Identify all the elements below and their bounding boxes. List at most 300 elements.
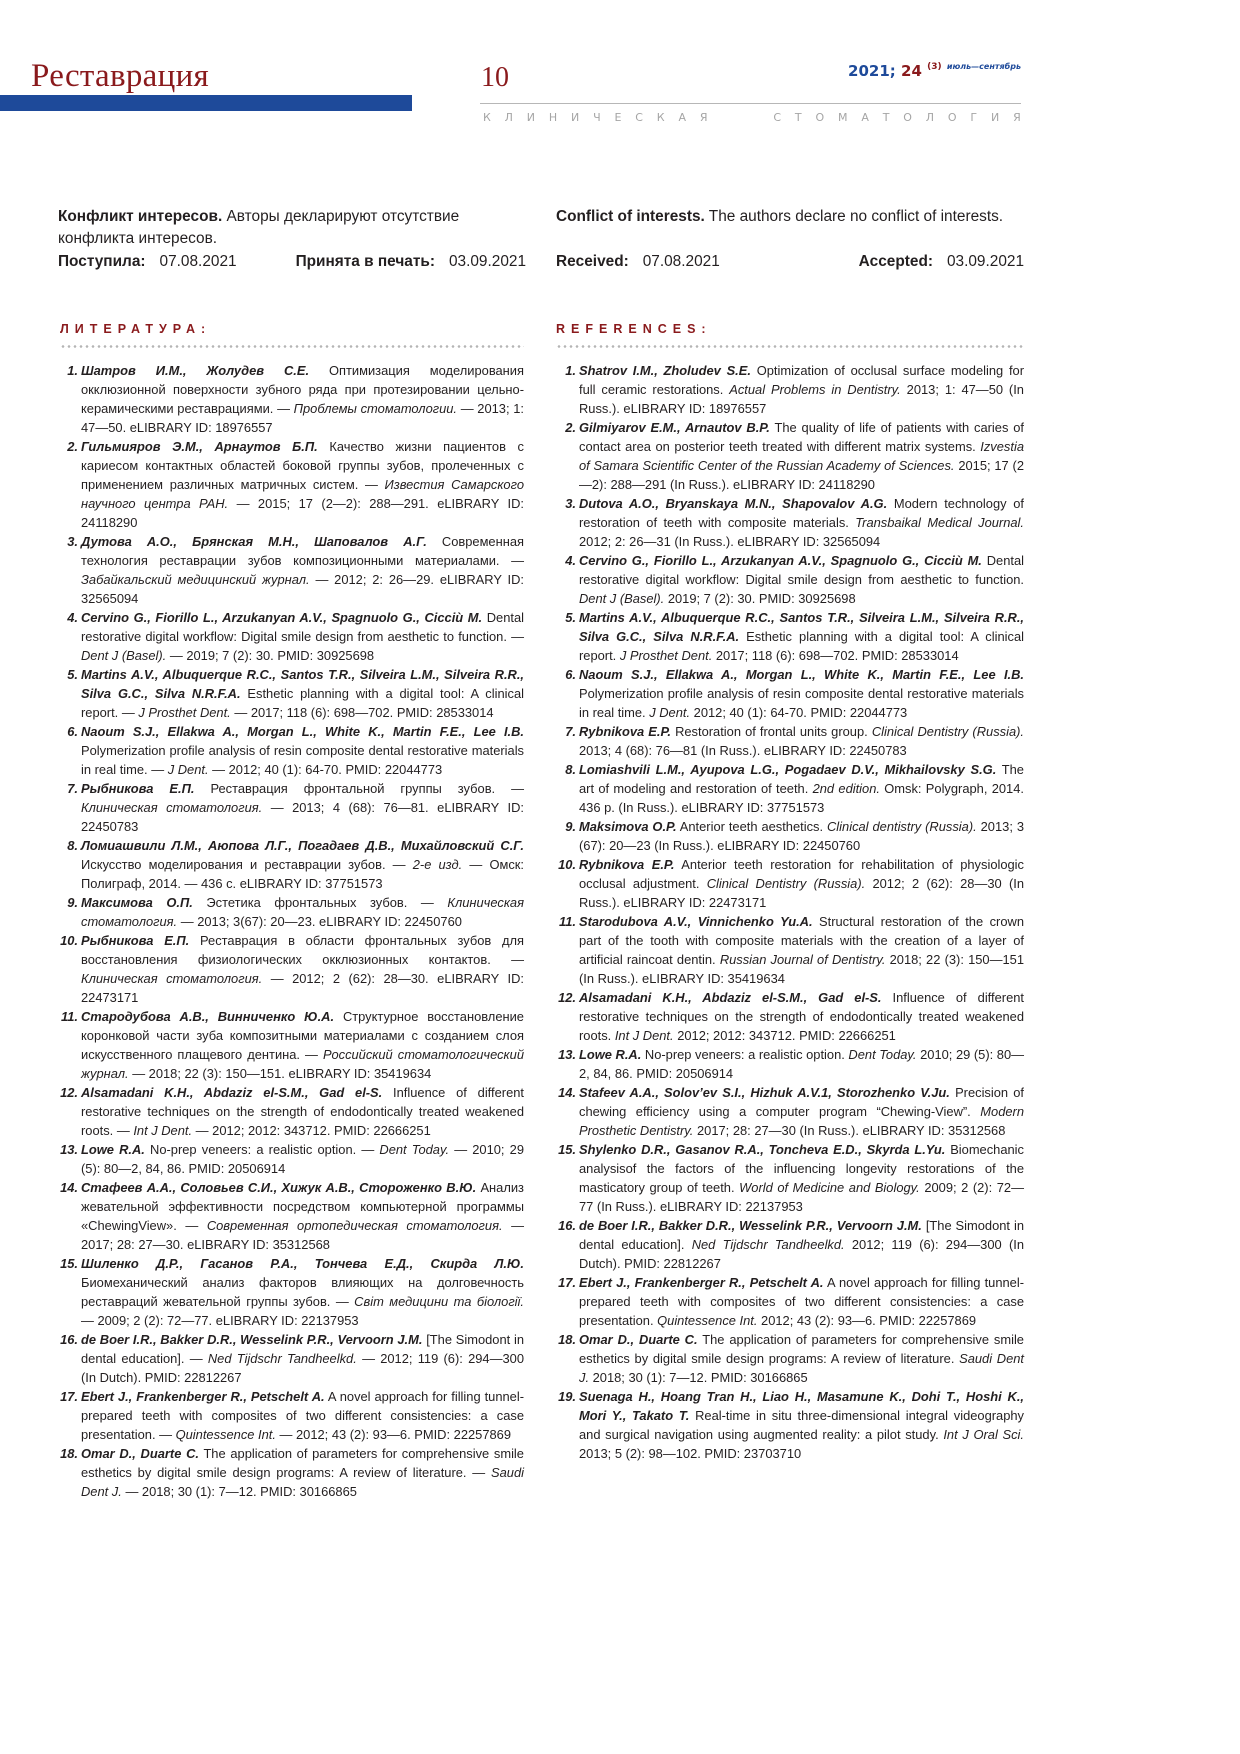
reference-authors: Lowe R.A.: [579, 1047, 642, 1062]
reference-id: eLIBRARY ID: 22450760: [319, 914, 462, 929]
reference-details: — 2012; 2012: 343712.: [195, 1123, 331, 1138]
received-label-ru: Поступила:: [58, 253, 146, 270]
reference-details: — 2012; 119 (6): 294—300 (In Dutch).: [81, 1351, 525, 1385]
reference-source: Modern Prosthetic Dentistry.: [579, 1104, 1024, 1138]
reference-item: [58, 1254, 524, 1330]
reference-source: Int J Oral Sci.: [943, 1427, 1024, 1442]
reference-number: 11.: [559, 914, 576, 929]
reference-details: — 2019; 7 (2): 30.: [169, 648, 274, 663]
reference-source: Transbaikal Medical Journal.: [855, 515, 1024, 530]
reference-item: [556, 418, 1024, 494]
reference-authors: Martins A.V., Albuquerque R.C., Santos T.R., Silveira L.M., Silveira R.R., Silva G.C., Silva N.R.F.A.: [81, 667, 524, 701]
reference-number: 1.: [67, 363, 78, 378]
reference-source: Dent J (Basel).: [81, 648, 167, 663]
reference-number: 16.: [60, 1332, 78, 1347]
received-label-en: Received:: [556, 253, 629, 270]
reference-source: Quintessence Int.: [175, 1427, 276, 1442]
reference-item: [58, 1178, 524, 1254]
reference-id: eLIBRARY ID: 35419634: [642, 971, 785, 986]
reference-authors: Naoum S.J., Ellakwa A., Morgan L., White K., Martin F.E., Lee I.B.: [579, 667, 1024, 682]
reference-number: 12.: [60, 1085, 78, 1100]
reference-title: The application of parameters for comprehensive smile esthetics by digital smile design programs: A review of literature.: [579, 1332, 1024, 1366]
reference-number: 6.: [565, 667, 576, 682]
reference-id: PMID: 22044773: [345, 762, 443, 777]
reference-details: — 2012; 43 (2): 93—6.: [279, 1427, 411, 1442]
conflict-text-en: The authors declare no conflict of interests.: [708, 208, 1004, 225]
reference-source: Ned Tijdschr Tandheelkd.: [207, 1351, 357, 1366]
reference-item: [58, 1444, 524, 1501]
reference-source: Izvestia of Samara Scientific Center of the Russian Academy of Sciences.: [579, 439, 1024, 473]
reference-details: — 2012; 2 (62): 28—30.: [270, 971, 429, 986]
reference-item: [556, 760, 1024, 817]
reference-title: Современная технология реставрации зубов композиционными материалами. —: [81, 534, 524, 568]
reference-id: eLIBRARY ID: 32565094: [737, 534, 881, 549]
reference-authors: Dutova A.O., Bryanskaya M.N., Shapovalov A.G.: [579, 496, 888, 511]
reference-authors: de Boer I.R., Bakker D.R., Wesselink P.R., Vervoorn J.M.: [81, 1332, 423, 1347]
reference-id: eLIBRARY ID: 22450783: [81, 800, 524, 834]
reference-details: — 2017; 28: 27—30.: [81, 1218, 524, 1252]
issue-volume: 24: [901, 62, 922, 80]
conflict-statement-ru: [58, 206, 526, 250]
reference-id: PMID: 22044773: [810, 705, 908, 720]
reference-number: 6.: [67, 724, 78, 739]
reference-authors: Alsamadani K.H., Abdaziz el-S.M., Gad el-S.: [579, 990, 882, 1005]
reference-item: [58, 931, 524, 1007]
reference-details: 2012; 2 (62): 28—30 (In Russ.).: [579, 876, 1024, 910]
reference-authors: Ebert J., Frankenberger R., Petschelt A.: [81, 1389, 325, 1404]
reference-authors: Shylenko D.R., Gasanov R.A., Toncheva E.D., Skyrda L.Yu.: [579, 1142, 946, 1157]
reference-number: 16.: [558, 1218, 576, 1233]
reference-number: 3.: [565, 496, 576, 511]
reference-id: PMID: 23703710: [704, 1446, 802, 1461]
reference-details: 2012; 2: 26—31 (In Russ.).: [579, 534, 734, 549]
reference-title: Эстетика фронтальных зубов. —: [206, 895, 434, 910]
journal-name-letter: Ч: [593, 111, 601, 124]
reference-title: Dental restorative digital workflow: Digital smile design from aesthetic to function. —: [81, 610, 524, 644]
journal-name-letter: Н: [548, 111, 558, 124]
section-color-bar: [0, 95, 412, 111]
journal-name-letter: К: [483, 111, 491, 124]
reference-item: [58, 722, 524, 779]
reference-details: 2017; 118 (6): 698—702.: [715, 648, 859, 663]
reference-source: Проблемы стоматологии.: [293, 401, 458, 416]
reference-title: Anterior teeth aesthetics.: [679, 819, 824, 834]
reference-item: [556, 1330, 1024, 1387]
reference-title: Dental restorative digital workflow: Digital smile design from aesthetic to function.: [579, 553, 1024, 587]
reference-title: [The Simodont in dental education].: [579, 1218, 1024, 1252]
reference-authors: Stafeev A.A., Solov’ev S.I., Hizhuk A.V.1, Storozhenko V.Ju.: [579, 1085, 950, 1100]
reference-item: [556, 1045, 1024, 1083]
reference-authors: Naoum S.J., Ellakwa A., Morgan L., White K., Martin F.E., Lee I.B.: [81, 724, 524, 739]
reference-source: Int J Dent.: [133, 1123, 193, 1138]
reference-details: 2013; 1: 47—50 (In Russ.).: [579, 382, 1024, 416]
reference-authors: Alsamadani K.H., Abdaziz el-S.M., Gad el-S.: [81, 1085, 383, 1100]
reference-title: Polymerization profile analysis of resin composite dental restorative materials in real time. —: [81, 743, 524, 777]
accepted-date-ru: 03.09.2021: [448, 253, 526, 270]
reference-id: eLIBRARY ID: 22137953: [659, 1199, 803, 1214]
reference-number: 13.: [60, 1142, 78, 1157]
reference-source: 2-е изд.: [412, 857, 463, 872]
reference-id: eLIBRARY ID: 32565094: [81, 572, 524, 606]
reference-number: 12.: [558, 990, 576, 1005]
reference-source: Клиническая стоматология.: [81, 800, 263, 815]
reference-title: A novel approach for filling tunnel-prepared teeth with composites of two different consistencies: a case presentation.: [579, 1275, 1025, 1328]
reference-authors: Максимова О.П.: [81, 895, 193, 910]
reference-authors: Шиленко Д.Р., Гасанов Р.А., Тончева Е.Д., Скирда Л.Ю.: [81, 1256, 524, 1271]
conflict-label-en: Conflict of interests.: [556, 208, 705, 225]
reference-number: 15.: [558, 1142, 576, 1157]
header-rule: [480, 103, 1021, 104]
accepted-label-en: Accepted:: [858, 253, 933, 270]
reference-authors: Lomiashvili L.M., Ayupova L.G., Pogadaev D.V., Mikhailovsky S.G.: [579, 762, 997, 777]
journal-name-letter: Г: [970, 111, 978, 124]
reference-authors: Martins A.V., Albuquerque R.C., Santos T.R., Silveira L.M., Silveira R.R., Silva G.C., Silva N.R.F.A.: [579, 610, 1024, 644]
reference-authors: Гильмияров Э.М., Арнаутов Б.П.: [81, 439, 318, 454]
reference-item: [556, 608, 1024, 665]
reference-source: Современная ортопедическая стоматология.: [206, 1218, 503, 1233]
reference-authors: Suenaga H., Hoang Tran H., Liao H., Masamune K., Dohi T., Hoshi K., Mori Y., Takato T.: [579, 1389, 1024, 1423]
reference-number: 9.: [67, 895, 78, 910]
journal-name-letter: Я: [699, 111, 708, 124]
issue-year: 2021;: [848, 62, 896, 80]
reference-number: 4.: [565, 553, 576, 568]
reference-details: — 2010; 29 (5): 80—2, 84, 86.: [81, 1142, 524, 1176]
reference-details: — 2015; 17 (2—2): 288—291.: [236, 496, 429, 511]
reference-details: 2018; 30 (1): 7—12.: [592, 1370, 708, 1385]
reference-number: 5.: [67, 667, 78, 682]
reference-details: 2009; 2 (2): 72—77 (In Russ.).: [579, 1180, 1024, 1214]
reference-id: PMID: 28533014: [861, 648, 959, 663]
reference-title: Structural restoration of the crown part of the tooth with composite materials with the creation of a layer of artificial raincoat dentin.: [579, 914, 1024, 967]
reference-source: J Prosthet Dent.: [619, 648, 713, 663]
reference-details: 2018; 22 (3): 150—151 (In Russ.).: [579, 952, 1024, 986]
reference-item: [58, 532, 524, 608]
reference-item: [58, 1083, 524, 1140]
reference-id: eLIBRARY ID: 37751573: [239, 876, 383, 891]
reference-title: Биомеханический анализ факторов влияющих на долговечность реставраций жевательной группы зубов. —: [81, 1275, 524, 1309]
references-heading-en: REFERENCES:: [556, 322, 712, 336]
reference-source: Int J Dent.: [614, 1028, 674, 1043]
accepted-date-en: 03.09.2021: [946, 253, 1024, 270]
reference-number: 7.: [565, 724, 576, 739]
reference-item: [556, 361, 1024, 418]
reference-title: Precision of chewing efficiency using a computer program “Chewing-View”.: [579, 1085, 1024, 1119]
reference-source: Quintessence Int.: [657, 1313, 758, 1328]
reference-authors: de Boer I.R., Bakker D.R., Wesselink P.R., Vervoorn J.M.: [579, 1218, 922, 1233]
journal-name-letter: И: [990, 111, 1000, 124]
reference-details: — 2013; 4 (68): 76—81.: [270, 800, 429, 815]
reference-item: [556, 1216, 1024, 1273]
reference-number: 2.: [67, 439, 78, 454]
reference-id: PMID: 22666251: [799, 1028, 896, 1043]
reference-source: Actual Problems in Dentistry.: [729, 382, 901, 397]
reference-item: [58, 836, 524, 893]
reference-title: Искусство моделирования и реставрации зубов. —: [81, 857, 406, 872]
reference-number: 14.: [60, 1180, 78, 1195]
reference-id: eLIBRARY ID: 22137953: [215, 1313, 359, 1328]
journal-name-letter: О: [815, 111, 825, 124]
reference-number: 15.: [60, 1256, 78, 1271]
reference-id: PMID: 20506914: [188, 1161, 286, 1176]
received-date-ru: 07.08.2021: [159, 253, 237, 270]
reference-id: PMID: 22257869: [414, 1427, 512, 1442]
reference-title: Реставрация в области фронтальных зубов для восстановления физиологических окклюзионных контактов. —: [81, 933, 524, 967]
journal-name-letter: О: [947, 111, 957, 124]
reference-id: PMID: 28533014: [396, 705, 494, 720]
reference-number: 17.: [60, 1389, 78, 1404]
reference-source: Clinical Dentistry (Russia).: [706, 876, 866, 891]
reference-number: 7.: [67, 781, 78, 796]
reference-source: Saudi Dent J.: [579, 1351, 1024, 1385]
journal-name-letter: Т: [794, 111, 802, 124]
reference-title: Оптимизация моделирования окклюзионной поверхности зубного ряда при протезировании цельно-керамическими реставрациями. —: [81, 363, 524, 416]
reference-title: Anterior teeth restoration for rehabilitation of physiologic occlusal adjustment.: [579, 857, 1024, 891]
reference-number: 9.: [565, 819, 576, 834]
reference-number: 18.: [558, 1332, 576, 1347]
reference-authors: Ebert J., Frankenberger R., Petschelt A.: [579, 1275, 824, 1290]
reference-number: 10.: [558, 857, 576, 872]
received-date-en: 07.08.2021: [642, 253, 720, 270]
reference-title: Modern technology of restoration of teeth with composite materials.: [579, 496, 1024, 530]
reference-source: Российский стоматологический журнал.: [81, 1047, 524, 1081]
reference-authors: Стародубова А.В., Винниченко Ю.А.: [81, 1009, 335, 1024]
reference-source: Известия Самарского научного центра РАН.: [81, 477, 524, 511]
reference-authors: Rybnikova E.P.: [579, 857, 675, 872]
reference-authors: Рыбникова Е.П.: [81, 781, 195, 796]
dotted-divider-en: [556, 345, 1024, 348]
reference-number: 2.: [565, 420, 576, 435]
reference-title: Influence of different restorative techniques on the strength of endodontically treated weakened roots.: [579, 990, 1024, 1043]
reference-number: 17.: [558, 1275, 576, 1290]
reference-details: 2010; 29 (5): 80—2, 84, 86.: [579, 1047, 1025, 1081]
reference-item: [58, 1387, 524, 1444]
conflict-text-ru: Авторы декларируют отсутствие конфликта интересов.: [58, 208, 460, 247]
reference-source: Ned Tijdschr Tandheelkd.: [691, 1237, 845, 1252]
reference-title: The application of parameters for comprehensive smile esthetics by digital smile design programs: A review of literature. —: [81, 1446, 524, 1480]
reference-title: Real-time in situ three-dimensional integral videography and surgical navigation using augmented reality: a pilot study.: [579, 1408, 1024, 1442]
reference-authors: Rybnikova E.P.: [579, 724, 671, 739]
reference-authors: Starodubova A.V., Vinnichenko Yu.A.: [579, 914, 813, 929]
reference-authors: Шатров И.М., Жолудев С.Е.: [81, 363, 310, 378]
reference-item: [58, 779, 524, 836]
reference-title: No-prep veneers: a realistic option.: [644, 1047, 845, 1062]
journal-name-letter: Л: [504, 111, 513, 124]
reference-source: Clinical dentistry (Russia).: [827, 819, 977, 834]
reference-title: Restoration of frontal units group.: [675, 724, 868, 739]
dates-ru: [58, 251, 526, 273]
journal-name-letter: Т: [882, 111, 890, 124]
reference-id: eLIBRARY ID: 22473171: [81, 971, 524, 1005]
issue-number: (3): [927, 62, 942, 72]
reference-details: — 2012; 40 (1): 64-70.: [212, 762, 342, 777]
reference-details: 2013; 3 (67): 20—23 (In Russ.).: [579, 819, 1024, 853]
reference-item: [556, 988, 1024, 1045]
reference-id: PMID: 30166865: [710, 1370, 808, 1385]
reference-title: Influence of different restorative techniques on the strength of endodontically treated weakened roots. —: [81, 1085, 524, 1138]
reference-details: 2017; 28: 27—30 (In Russ.).: [696, 1123, 859, 1138]
reference-number: 5.: [565, 610, 576, 625]
reference-details: 2019; 7 (2): 30.: [667, 591, 756, 606]
reference-details: 2012; 2012: 343712.: [677, 1028, 796, 1043]
reference-item: [58, 1007, 524, 1083]
reference-number: 14.: [558, 1085, 576, 1100]
journal-name-letter: А: [678, 111, 686, 124]
reference-title: Optimization of occlusal surface modeling for full ceramic restorations.: [579, 363, 1024, 397]
issue-info: [848, 62, 1021, 80]
reference-source: Dent J (Basel).: [579, 591, 665, 606]
reference-authors: Gilmiyarov E.M., Arnautov B.P.: [579, 420, 770, 435]
journal-name: [483, 111, 1021, 124]
reference-details: — Омск: Полиграф, 2014. — 436 с.: [81, 857, 525, 891]
reference-item: [556, 1273, 1024, 1330]
reference-item: [58, 1330, 524, 1387]
reference-source: Забайкальский медицинский журнал.: [81, 572, 310, 587]
reference-source: Clinical Dentistry (Russia).: [871, 724, 1024, 739]
reference-title: Структурное восстановление коронковой части зуба композитными материалами с созданием слоя искусственного плащевого дентина. —: [81, 1009, 524, 1062]
reference-id: eLIBRARY ID: 35419634: [288, 1066, 432, 1081]
dates-en: [556, 251, 1024, 273]
reference-item: [556, 1387, 1024, 1463]
dotted-divider-ru: [60, 345, 524, 348]
reference-title: Анализ жевательной эффективности посредством компьютерной программы «ChewingView». —: [81, 1180, 524, 1233]
reference-item: [58, 665, 524, 722]
reference-number: 18.: [60, 1446, 78, 1461]
reference-title: [The Simodont in dental education]. —: [81, 1332, 524, 1366]
article-meta-en: [556, 206, 1024, 273]
reference-authors: Omar D., Duarte C.: [579, 1332, 698, 1347]
reference-item: [58, 361, 524, 437]
reference-id: eLIBRARY ID: 35312568: [187, 1237, 330, 1252]
reference-source: Dent Today.: [848, 1047, 917, 1062]
reference-title: Реставрация фронтальной группы зубов. —: [210, 781, 524, 796]
issue-months: июль—сентябрь: [946, 62, 1021, 71]
reference-id: eLIBRARY ID: 18976557: [129, 420, 273, 435]
article-meta-ru: [58, 206, 526, 273]
reference-id: PMID: 22812267: [624, 1256, 721, 1271]
reference-number: 4.: [67, 610, 78, 625]
reference-id: eLIBRARY ID: 24118290: [733, 477, 875, 492]
reference-item: [556, 817, 1024, 855]
reference-item: [556, 1140, 1024, 1216]
reference-title: Качество жизни пациентов с кариесом контактных областей боковой группы зубов, пролеченных с применением различных матричных систем. —: [81, 439, 524, 492]
reference-details: — 2013; 1: 47—50.: [81, 401, 524, 435]
reference-details: 2013; 4 (68): 76—81 (In Russ.).: [579, 743, 761, 758]
reference-details: — 2018; 30 (1): 7—12.: [125, 1484, 257, 1499]
reference-id: eLIBRARY ID: 35312568: [862, 1123, 1006, 1138]
reference-title: Esthetic planning with a digital tool: A clinical report.: [579, 629, 1024, 663]
journal-name-letter: М: [837, 111, 848, 124]
journal-name-letter: Л: [925, 111, 935, 124]
reference-number: 8.: [67, 838, 78, 853]
reference-id: PMID: 22666251: [334, 1123, 431, 1138]
reference-source: Dent Today.: [379, 1142, 450, 1157]
reference-authors: Стафеев А.А., Соловьев С.И., Хижук А.В., Стороженко В.Ю.: [81, 1180, 477, 1195]
reference-source: Russian Journal of Dentistry.: [719, 952, 886, 967]
reference-source: Saudi Dent J.: [81, 1465, 524, 1499]
reference-id: eLIBRARY ID: 22450783: [763, 743, 907, 758]
reference-source: J Dent.: [167, 762, 209, 777]
journal-name-letter: [739, 111, 743, 124]
journal-name-letter: А: [861, 111, 869, 124]
reference-details: — 2012; 2: 26—29.: [315, 572, 434, 587]
reference-id: eLIBRARY ID: 37751573: [681, 800, 825, 815]
journal-name-letter: С: [635, 111, 643, 124]
journal-name-letter: Е: [614, 111, 622, 124]
reference-item: [58, 437, 524, 532]
reference-authors: Дутова А.О., Брянская М.Н., Шаповалов А.Г.: [81, 534, 427, 549]
reference-source: Світ медицини та біології.: [354, 1294, 524, 1309]
reference-id: PMID: 30166865: [260, 1484, 357, 1499]
reference-source: Клиническая стоматология.: [81, 971, 263, 986]
journal-name-letter: О: [903, 111, 912, 124]
reference-id: PMID: 30925698: [758, 591, 856, 606]
journal-name-letter: И: [570, 111, 580, 124]
reference-authors: Рыбникова Е.П.: [81, 933, 190, 948]
reference-item: [556, 722, 1024, 760]
reference-details: — 2009; 2 (2): 72—77.: [81, 1313, 213, 1328]
section-title: Реставрация: [31, 58, 210, 94]
journal-name-letter: [756, 111, 760, 124]
reference-authors: Shatrov I.M., Zholudev S.E.: [579, 363, 751, 378]
reference-item: [556, 855, 1024, 912]
reference-source: J Dent.: [649, 705, 691, 720]
reference-authors: Cervino G., Fiorillo L., Arzukanyan A.V., Spagnuolo G., Cicciù M.: [81, 610, 483, 625]
reference-authors: Lowe R.A.: [81, 1142, 145, 1157]
reference-authors: Ломиашвили Л.М., Аюпова Л.Г., Погадаев Д.В., Михайловский С.Г.: [81, 838, 524, 853]
reference-number: 13.: [558, 1047, 576, 1062]
reference-source: World of Medicine and Biology.: [739, 1180, 920, 1195]
reference-item: [556, 1083, 1024, 1140]
conflict-label-ru: Конфликт интересов.: [58, 208, 223, 225]
reference-details: — 2017; 118 (6): 698—702.: [234, 705, 394, 720]
reference-details: 2012; 43 (2): 93—6.: [761, 1313, 876, 1328]
reference-title: Polymerization profile analysis of resin composite dental restorative materials in real time.: [579, 686, 1024, 720]
reference-number: 11.: [61, 1009, 78, 1024]
reference-details: 2012; 40 (1): 64-70.: [693, 705, 807, 720]
reference-id: eLIBRARY ID: 22450760: [717, 838, 861, 853]
journal-name-letter: С: [773, 111, 782, 124]
reference-number: 19.: [558, 1389, 576, 1404]
reference-id: eLIBRARY ID: 24118290: [81, 496, 524, 530]
reference-id: PMID: 22257869: [879, 1313, 977, 1328]
reference-details: 2013; 5 (2): 98—102.: [579, 1446, 701, 1461]
reference-details: Omsk: Polygraph, 2014. 436 p. (In Russ.).: [579, 781, 1024, 815]
journal-name-letter: [721, 111, 725, 124]
reference-title: No-prep veneers: a realistic option. —: [150, 1142, 375, 1157]
reference-authors: Maksimova O.P.: [579, 819, 677, 834]
reference-item: [58, 893, 524, 931]
reference-item: [556, 551, 1024, 608]
reference-details: 2012; 119 (6): 294—300 (In Dutch).: [579, 1237, 1024, 1271]
conflict-statement-en: [556, 206, 1024, 228]
reference-number: 3.: [67, 534, 78, 549]
references-heading-ru: ЛИТЕРАТУРА:: [60, 322, 212, 336]
reference-item: [556, 494, 1024, 551]
reference-id: PMID: 22812267: [144, 1370, 242, 1385]
reference-title: The quality of life of patients with caries of contact area on posterior teeth treated with different matrix systems.: [579, 420, 1024, 454]
reference-title: Biomechanic analysisof the factors of the influencing longevity restorations of the masticatory group of teeth.: [579, 1142, 1024, 1195]
journal-name-letter: К: [656, 111, 665, 124]
journal-name-letter: И: [526, 111, 536, 124]
reference-number: 10.: [60, 933, 78, 948]
reference-source: J Prosthet Dent.: [138, 705, 231, 720]
reference-source: Клиническая стоматология.: [81, 895, 524, 929]
reference-details: — 2018; 22 (3): 150—151.: [132, 1066, 285, 1081]
reference-item: [556, 912, 1024, 988]
reference-source: 2nd edition.: [812, 781, 880, 796]
reference-number: 1.: [565, 363, 576, 378]
reference-authors: Cervino G., Fiorillo L., Arzukanyan A.V., Spagnuolo G., Cicciù M.: [579, 553, 982, 568]
